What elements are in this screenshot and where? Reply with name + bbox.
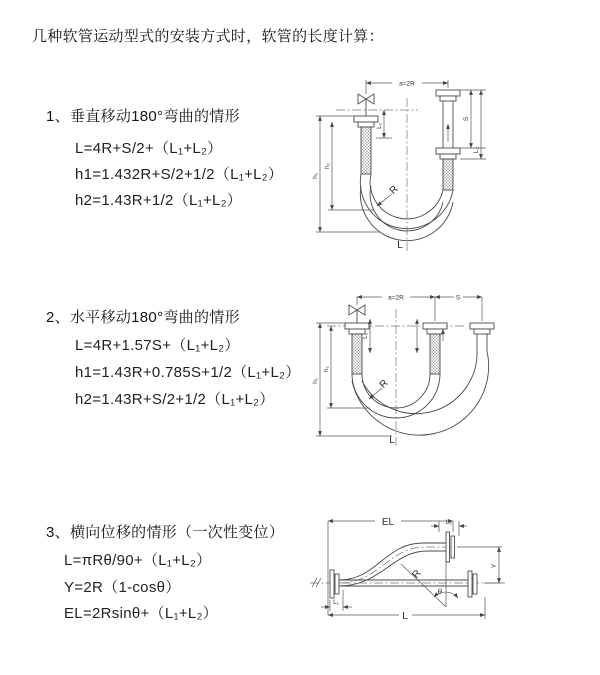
length-label: L xyxy=(397,240,403,251)
right-hose-end xyxy=(436,90,460,190)
dim-label-el: EL xyxy=(381,517,395,528)
middle-hose-end xyxy=(423,323,447,374)
dim-label-l1: L₁ xyxy=(362,333,369,339)
left-hose-end xyxy=(345,323,369,374)
dim-label-a2r: a=2R xyxy=(399,80,415,88)
formula-line: h2=1.43R+1/2（L₁+L₂） xyxy=(75,192,243,209)
dim-label-h2: h₂ xyxy=(324,162,331,170)
formula-line: L=4R+S/2+（L₁+L₂） xyxy=(75,140,223,157)
formula-line: L=πRθ/90+（L₁+L₂） xyxy=(64,552,212,569)
dim-label-l2: L₂ xyxy=(473,146,480,154)
angle-label: θ xyxy=(437,587,443,596)
section-2-heading: 2、水平移动180°弯曲的情形 xyxy=(46,309,240,326)
dim-label-l1: L₁ xyxy=(333,599,339,606)
lower-right-flange xyxy=(468,571,477,597)
valve-icon xyxy=(349,305,365,323)
diagram-vertical-180-bend xyxy=(310,70,578,258)
centerlines xyxy=(327,309,464,448)
break-mark xyxy=(316,578,321,587)
formula-line: h2=1.43R+S/2+1/2（L₁+L₂） xyxy=(75,391,275,408)
radius-label: R xyxy=(387,183,401,197)
formula-line: h1=1.432R+S/2+1/2（L₁+L₂） xyxy=(75,166,284,183)
length-label: L xyxy=(389,435,395,446)
dim-label-h1: h₁ xyxy=(312,173,319,179)
section-1-heading: 1、垂直移动180°弯曲的情形 xyxy=(46,108,240,125)
hose-s-curve xyxy=(339,543,446,586)
radius-label: R xyxy=(377,377,391,391)
radius-label: R xyxy=(410,568,424,581)
dim-label-h1: h₁ xyxy=(312,378,319,384)
dimension-l xyxy=(328,597,485,622)
formula-line: Y=2R（1-cosθ） xyxy=(64,579,181,596)
formula-line: h1=1.43R+0.785S+1/2（L₁+L₂） xyxy=(75,364,301,381)
diagram-horizontal-180-bend xyxy=(312,283,590,455)
hose-u-arcs xyxy=(352,351,489,435)
break-mark xyxy=(312,578,317,587)
dimension-s xyxy=(435,293,482,302)
dim-label-a2r: a=2R xyxy=(388,294,404,302)
dimension-l2 xyxy=(473,90,481,159)
radius-callout xyxy=(377,184,401,206)
dimension-y xyxy=(457,547,502,583)
left-flange xyxy=(330,570,339,598)
dim-label-s: S xyxy=(455,294,461,302)
formula-line: L=4R+1.57S+（L₁+L₂） xyxy=(75,337,240,354)
radius-callout xyxy=(369,378,391,399)
dim-label-y: Y xyxy=(491,563,498,569)
diagram-lateral-displacement xyxy=(305,502,595,644)
dim-label-l1: L₁ xyxy=(376,123,383,129)
dim-label-s: S xyxy=(463,116,470,122)
left-hose-end xyxy=(354,116,378,174)
valve-icon xyxy=(358,94,374,116)
right-hose-end-shifted xyxy=(470,323,494,351)
formula-line: EL=2Rsinθ+（L₁+L₂） xyxy=(64,605,218,622)
dimension-l1 xyxy=(376,110,392,138)
dim-label-l2: L₂ xyxy=(445,519,453,526)
section-3-heading: 3、横向位移的情形（一次性变位） xyxy=(46,524,285,541)
dim-label-l: L xyxy=(402,611,408,622)
dim-label-h2: h₂ xyxy=(323,365,330,373)
page-title: 几种软管运动型式的安装方式时，软管的长度计算： xyxy=(32,28,384,45)
